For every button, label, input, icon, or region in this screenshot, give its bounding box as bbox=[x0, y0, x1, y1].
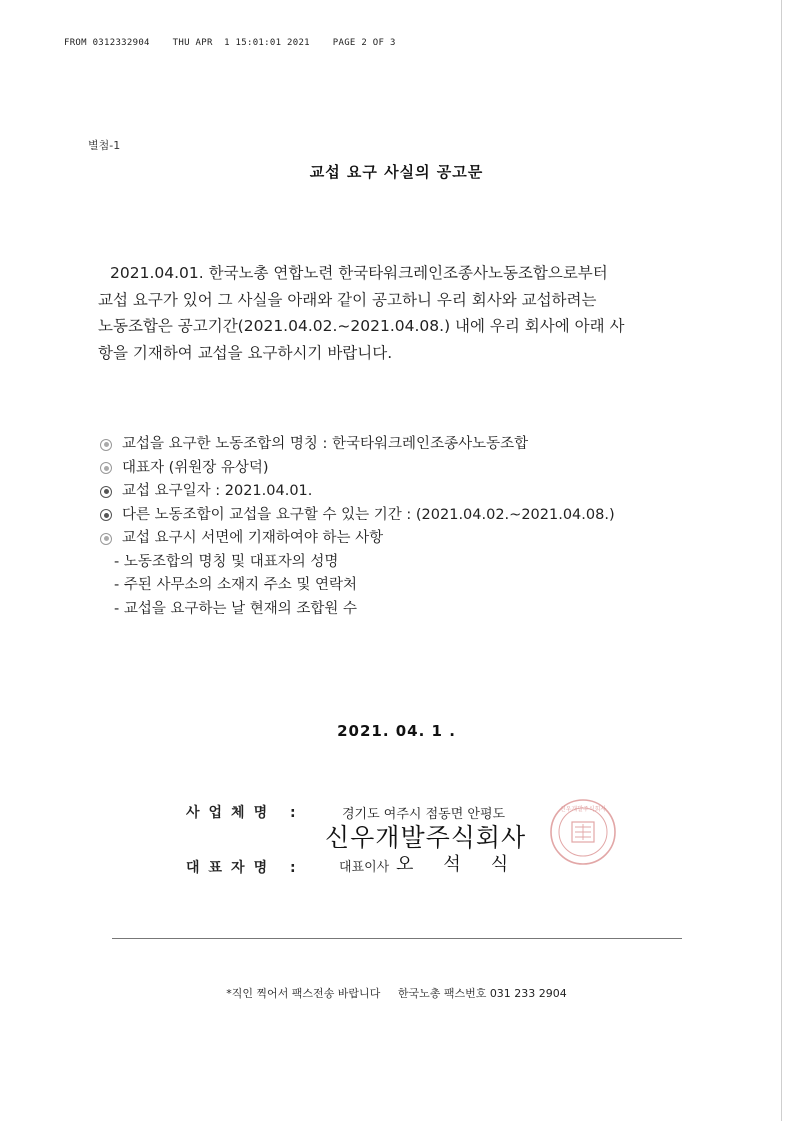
sub-list-item: - 주된 사무소의 소재지 주소 및 연락처 bbox=[114, 577, 357, 593]
list-item-text: 교섭 요구일자 : 2021.04.01. bbox=[122, 483, 313, 499]
ceo-name-label: 대표자명 : bbox=[186, 860, 305, 876]
list-item bbox=[100, 527, 720, 551]
intro-line: 항을 기재하여 교섭을 요구하시기 바랍니다. bbox=[98, 343, 393, 362]
list-item-text: 교섭 요구시 서면에 기재하여야 하는 사항 bbox=[122, 530, 384, 546]
fax-datetime: THU APR 1 15:01:01 2021 bbox=[172, 38, 310, 48]
scan-edge-line bbox=[781, 0, 782, 1121]
circle-bullet-icon bbox=[100, 486, 112, 498]
ceo-title: 대표이사 bbox=[339, 860, 390, 875]
intro-paragraph bbox=[98, 260, 698, 366]
circle-bullet-icon bbox=[100, 439, 112, 451]
intro-line: 2021.04.01. 한국노총 연합노련 한국타워크레인조종사노동조합으로부터 bbox=[110, 264, 608, 282]
footer-note bbox=[0, 985, 793, 1001]
fax-header bbox=[64, 38, 396, 48]
footer-fax-number: 한국노총 팩스번호 031 233 2904 bbox=[397, 987, 567, 1000]
company-address: 경기도 여주시 점동면 안평도 bbox=[342, 807, 506, 822]
list-item bbox=[100, 433, 720, 457]
requirement-list bbox=[100, 433, 720, 621]
company-name: 신우개발주식회사 bbox=[325, 823, 527, 852]
footer-divider bbox=[112, 938, 682, 939]
intro-line: 노동조합은 공고기간(2021.04.02.~2021.04.08.) 내에 우리 회사에 아래 사 bbox=[98, 317, 625, 335]
list-item bbox=[100, 504, 720, 528]
seal-text: 신우개발주식회사 bbox=[559, 806, 607, 813]
fax-page: PAGE 2 OF 3 bbox=[332, 38, 396, 48]
document-date: 2021. 04. 1 . bbox=[337, 722, 456, 740]
document-title: 교섭 요구 사실의 공고문 bbox=[309, 163, 484, 181]
fax-from: FROM 0312332904 bbox=[64, 38, 150, 48]
annex-label: 별첨-1 bbox=[88, 139, 121, 152]
intro-line: 교섭 요구가 있어 그 사실을 아래와 같이 공고하니 우리 회사와 교섭하려는 bbox=[98, 290, 597, 309]
circle-bullet-icon bbox=[100, 533, 112, 545]
list-item bbox=[100, 480, 720, 504]
ceo-name: 오석식 bbox=[396, 854, 539, 875]
list-item-text: 교섭을 요구한 노동조합의 명칭 : 한국타워크레인조종사노동조합 bbox=[122, 436, 529, 452]
list-item-text: 대표자 (위원장 유상덕) bbox=[122, 459, 269, 476]
company-seal-stamp bbox=[535, 797, 631, 867]
list-item bbox=[100, 457, 720, 481]
circle-bullet-icon bbox=[100, 462, 112, 474]
circle-bullet-icon bbox=[100, 509, 112, 521]
business-name-label: 사업체명 : bbox=[186, 805, 305, 821]
list-item-text: 다른 노동조합이 교섭을 요구할 수 있는 기간 : (2021.04.02.~2021.04.08.) bbox=[122, 506, 615, 523]
footer-instruction: *직인 찍어서 팩스전송 바랍니다 bbox=[226, 987, 381, 1000]
sub-list-item: - 교섭을 요구하는 날 현재의 조합원 수 bbox=[114, 600, 357, 617]
sub-list-item: - 노동조합의 명칭 및 대표자의 성명 bbox=[114, 553, 339, 570]
